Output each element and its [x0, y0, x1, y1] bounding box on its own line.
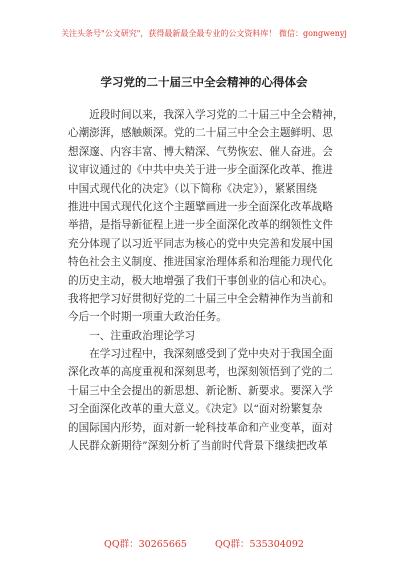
body-line: 心潮澎湃，感触颇深。党的二十届三中全会主题鲜明、思	[68, 127, 333, 140]
body-line: 充分体现了以习近平同志为核心的党中央完善和发展中国	[68, 237, 333, 250]
body-line: 的历史主动，极大地增强了我们干事创业的信心和决心。	[68, 274, 333, 287]
footer-contact	[0, 536, 408, 550]
body-line: 推进中国式现代化这个主题擘画进一步全面深化改革战略	[68, 200, 333, 213]
body-line: 我将把学习好贯彻好党的二十届三中全会精神作为当前和	[68, 292, 333, 305]
body-line: 十届三中全会提出的新思想、新论断、新要求。要深入学	[68, 384, 333, 397]
header-banner: 关注头条号"公文研究"，获得最新最全最专业的公文资料库！ 微信：gongwenyj	[61, 29, 347, 38]
body-line: 特色社会主义制度、推进国家治理体系和治理能力现代化	[68, 256, 333, 269]
body-line: 在学习过程中，我深刻感受到了党中央对于我国全面	[68, 348, 333, 361]
body-line: 想深邃、内容丰富、博大精深、气势恢宏、催人奋进。会	[68, 145, 333, 158]
body-line: 的国际国内形势，面对新一轮科技革命和产业变革，面对	[68, 421, 333, 434]
body-line: 人民群众新期待”深刻分析了当前时代背景下继续把改革	[68, 440, 328, 453]
qq-group-2: QQ群：535304092	[214, 539, 304, 550]
body-line: 中国式现代化的决定》（以下简称《决定》），紧紧围绕	[68, 182, 317, 195]
body-line: 深化改革的高度重视和深刻思考，也深刻领悟到了党的二	[68, 366, 333, 379]
body-line: 今后一个时期一项重大政治任务。	[68, 311, 227, 324]
body-line: 近段时间以来，我深入学习党的二十届三中全会精神，	[68, 109, 344, 121]
document-body	[68, 106, 356, 455]
body-line: 习全面深化改革的重大意义。《决定》以“面对纷繁复杂	[68, 403, 323, 416]
body-line: 举措，是指导新征程上进一步全面深化改革的纲领性文件	[68, 219, 333, 232]
section-heading: 一、注重政治理论学习	[68, 329, 196, 342]
body-line: 议审议通过的《中共中央关于进一步全面深化改革、推进	[68, 164, 333, 177]
document-title: 学习党的二十届三中全会精神的心得体会	[100, 75, 308, 89]
qq-group-1: QQ群：30265665	[104, 539, 187, 550]
